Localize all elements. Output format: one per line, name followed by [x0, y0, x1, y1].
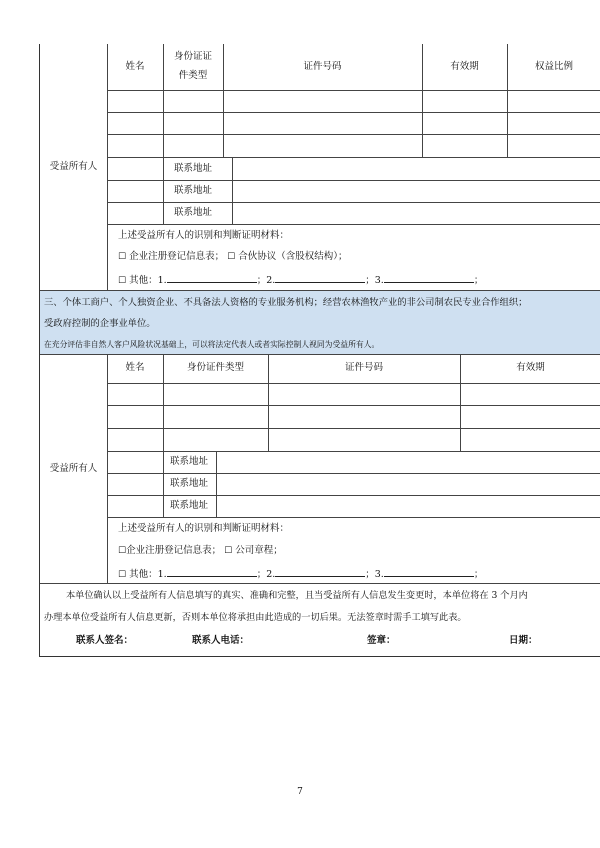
section-three-title: 受政府控制的企事业单位。 — [44, 318, 156, 329]
checkbox-charter[interactable]: ☐ — [224, 546, 233, 556]
contact-address-label: 联系地址 — [170, 456, 209, 467]
grid-line — [107, 44, 108, 290]
col-header-id-type: 身份证证 — [173, 51, 212, 62]
contact-address-label: 联系地址 — [174, 207, 213, 218]
grid-line — [107, 517, 600, 518]
grid-line — [107, 354, 108, 583]
proof-option-row — [118, 545, 283, 557]
other-field-3[interactable] — [384, 273, 474, 283]
contact-phone-label[interactable]: 联系人电话： — [192, 635, 250, 646]
option-other-label: 其他：1. — [129, 569, 167, 580]
option-registry-label: 企业注册登记信息表； — [129, 251, 225, 262]
other-field-2[interactable] — [275, 273, 365, 283]
proof-other-row: ☐ 其他：1. ；2. ；3. ； — [118, 275, 484, 286]
grid-line — [216, 451, 217, 517]
checkbox-other[interactable]: ☐ — [118, 570, 127, 580]
contact-address-label: 联系地址 — [174, 185, 213, 196]
grid-line — [40, 290, 600, 291]
proof-other-row: ☐ 其他：1. ；2. ；3. ； — [118, 569, 484, 580]
declaration-text: 本单位确认以上受益所有人信息填写的真实、准确和完整，且当受益所有人信息发生变更时，本单位将在 3 个月内 — [66, 590, 528, 601]
col-header-validity: 有效期 — [516, 362, 545, 373]
checkbox-registry[interactable]: ☐ — [118, 546, 127, 556]
grid-line — [107, 383, 600, 384]
grid-line — [107, 112, 600, 113]
proof-materials-title: 上述受益所有人的识别和判断证明材料： — [118, 523, 290, 534]
contact-address-label: 联系地址 — [170, 478, 209, 489]
grid-line — [107, 180, 600, 181]
col-header-id-type: 身份证件类型 — [186, 362, 244, 373]
grid-line — [107, 224, 600, 225]
grid-line — [40, 583, 600, 584]
date-label[interactable]: 日期： — [509, 635, 538, 646]
proof-option-row — [118, 251, 348, 263]
col-header-id-number: 证件号码 — [303, 61, 342, 72]
contact-address-label: 联系地址 — [170, 500, 209, 511]
grid-line — [40, 354, 600, 355]
col-header-equity-ratio: 权益比例 — [534, 61, 573, 72]
grid-line — [107, 451, 600, 452]
option-registry-label: 企业注册登记信息表； — [126, 545, 222, 556]
checkbox-other[interactable]: ☐ — [118, 276, 127, 286]
col-header-id-type: 件类型 — [178, 70, 208, 81]
grid-line — [107, 495, 600, 496]
grid-line — [107, 157, 600, 158]
grid-line — [232, 157, 233, 224]
option-charter-label: 公司章程； — [235, 545, 283, 556]
checkbox-partnership[interactable]: ☐ — [227, 252, 236, 262]
proof-materials-title: 上述受益所有人的识别和判断证明材料： — [118, 230, 290, 241]
grid-line — [107, 428, 600, 429]
declaration-text: 办理本单位受益所有人信息更新，否则本单位将承担由此造成的一切后果。无法签章时需手工填写此表。 — [44, 612, 467, 623]
other-field-1[interactable] — [167, 567, 257, 577]
grid-line — [107, 134, 600, 135]
grid-line — [107, 90, 600, 91]
section-three-note: 在充分评估非自然人客户风险状况基础上，可以将法定代表人或者实际控制人视同为受益所有人。 — [44, 340, 380, 349]
col-header-validity: 有效期 — [450, 61, 479, 72]
grid-line — [163, 354, 164, 517]
col-header-name: 姓名 — [125, 362, 145, 373]
grid-line — [107, 405, 600, 406]
section-three-title: 三、个体工商户、个人独资企业、不具备法人资格的专业服务机构；经营农林渔牧产业的非公司制农民专业合作组织； — [44, 297, 528, 308]
grid-line — [107, 473, 600, 474]
beneficial-owner-label: 受益所有人 — [49, 463, 98, 474]
other-field-1[interactable] — [167, 273, 257, 283]
contact-signature-label[interactable]: 联系人签名： — [76, 635, 134, 646]
col-header-name: 姓名 — [125, 61, 145, 72]
page-number: 7 — [297, 787, 303, 797]
other-field-3[interactable] — [384, 567, 474, 577]
option-partnership-label: 合伙协议（含股权结构）； — [238, 251, 348, 262]
col-header-id-number: 证件号码 — [344, 362, 383, 373]
checkbox-registry[interactable]: ☐ — [118, 252, 127, 262]
contact-address-label: 联系地址 — [174, 163, 213, 174]
beneficial-owner-label: 受益所有人 — [49, 161, 98, 172]
grid-line — [107, 202, 600, 203]
option-other-label: 其他：1. — [129, 275, 167, 286]
other-field-2[interactable] — [275, 567, 365, 577]
seal-label[interactable]: 签章： — [367, 635, 396, 646]
